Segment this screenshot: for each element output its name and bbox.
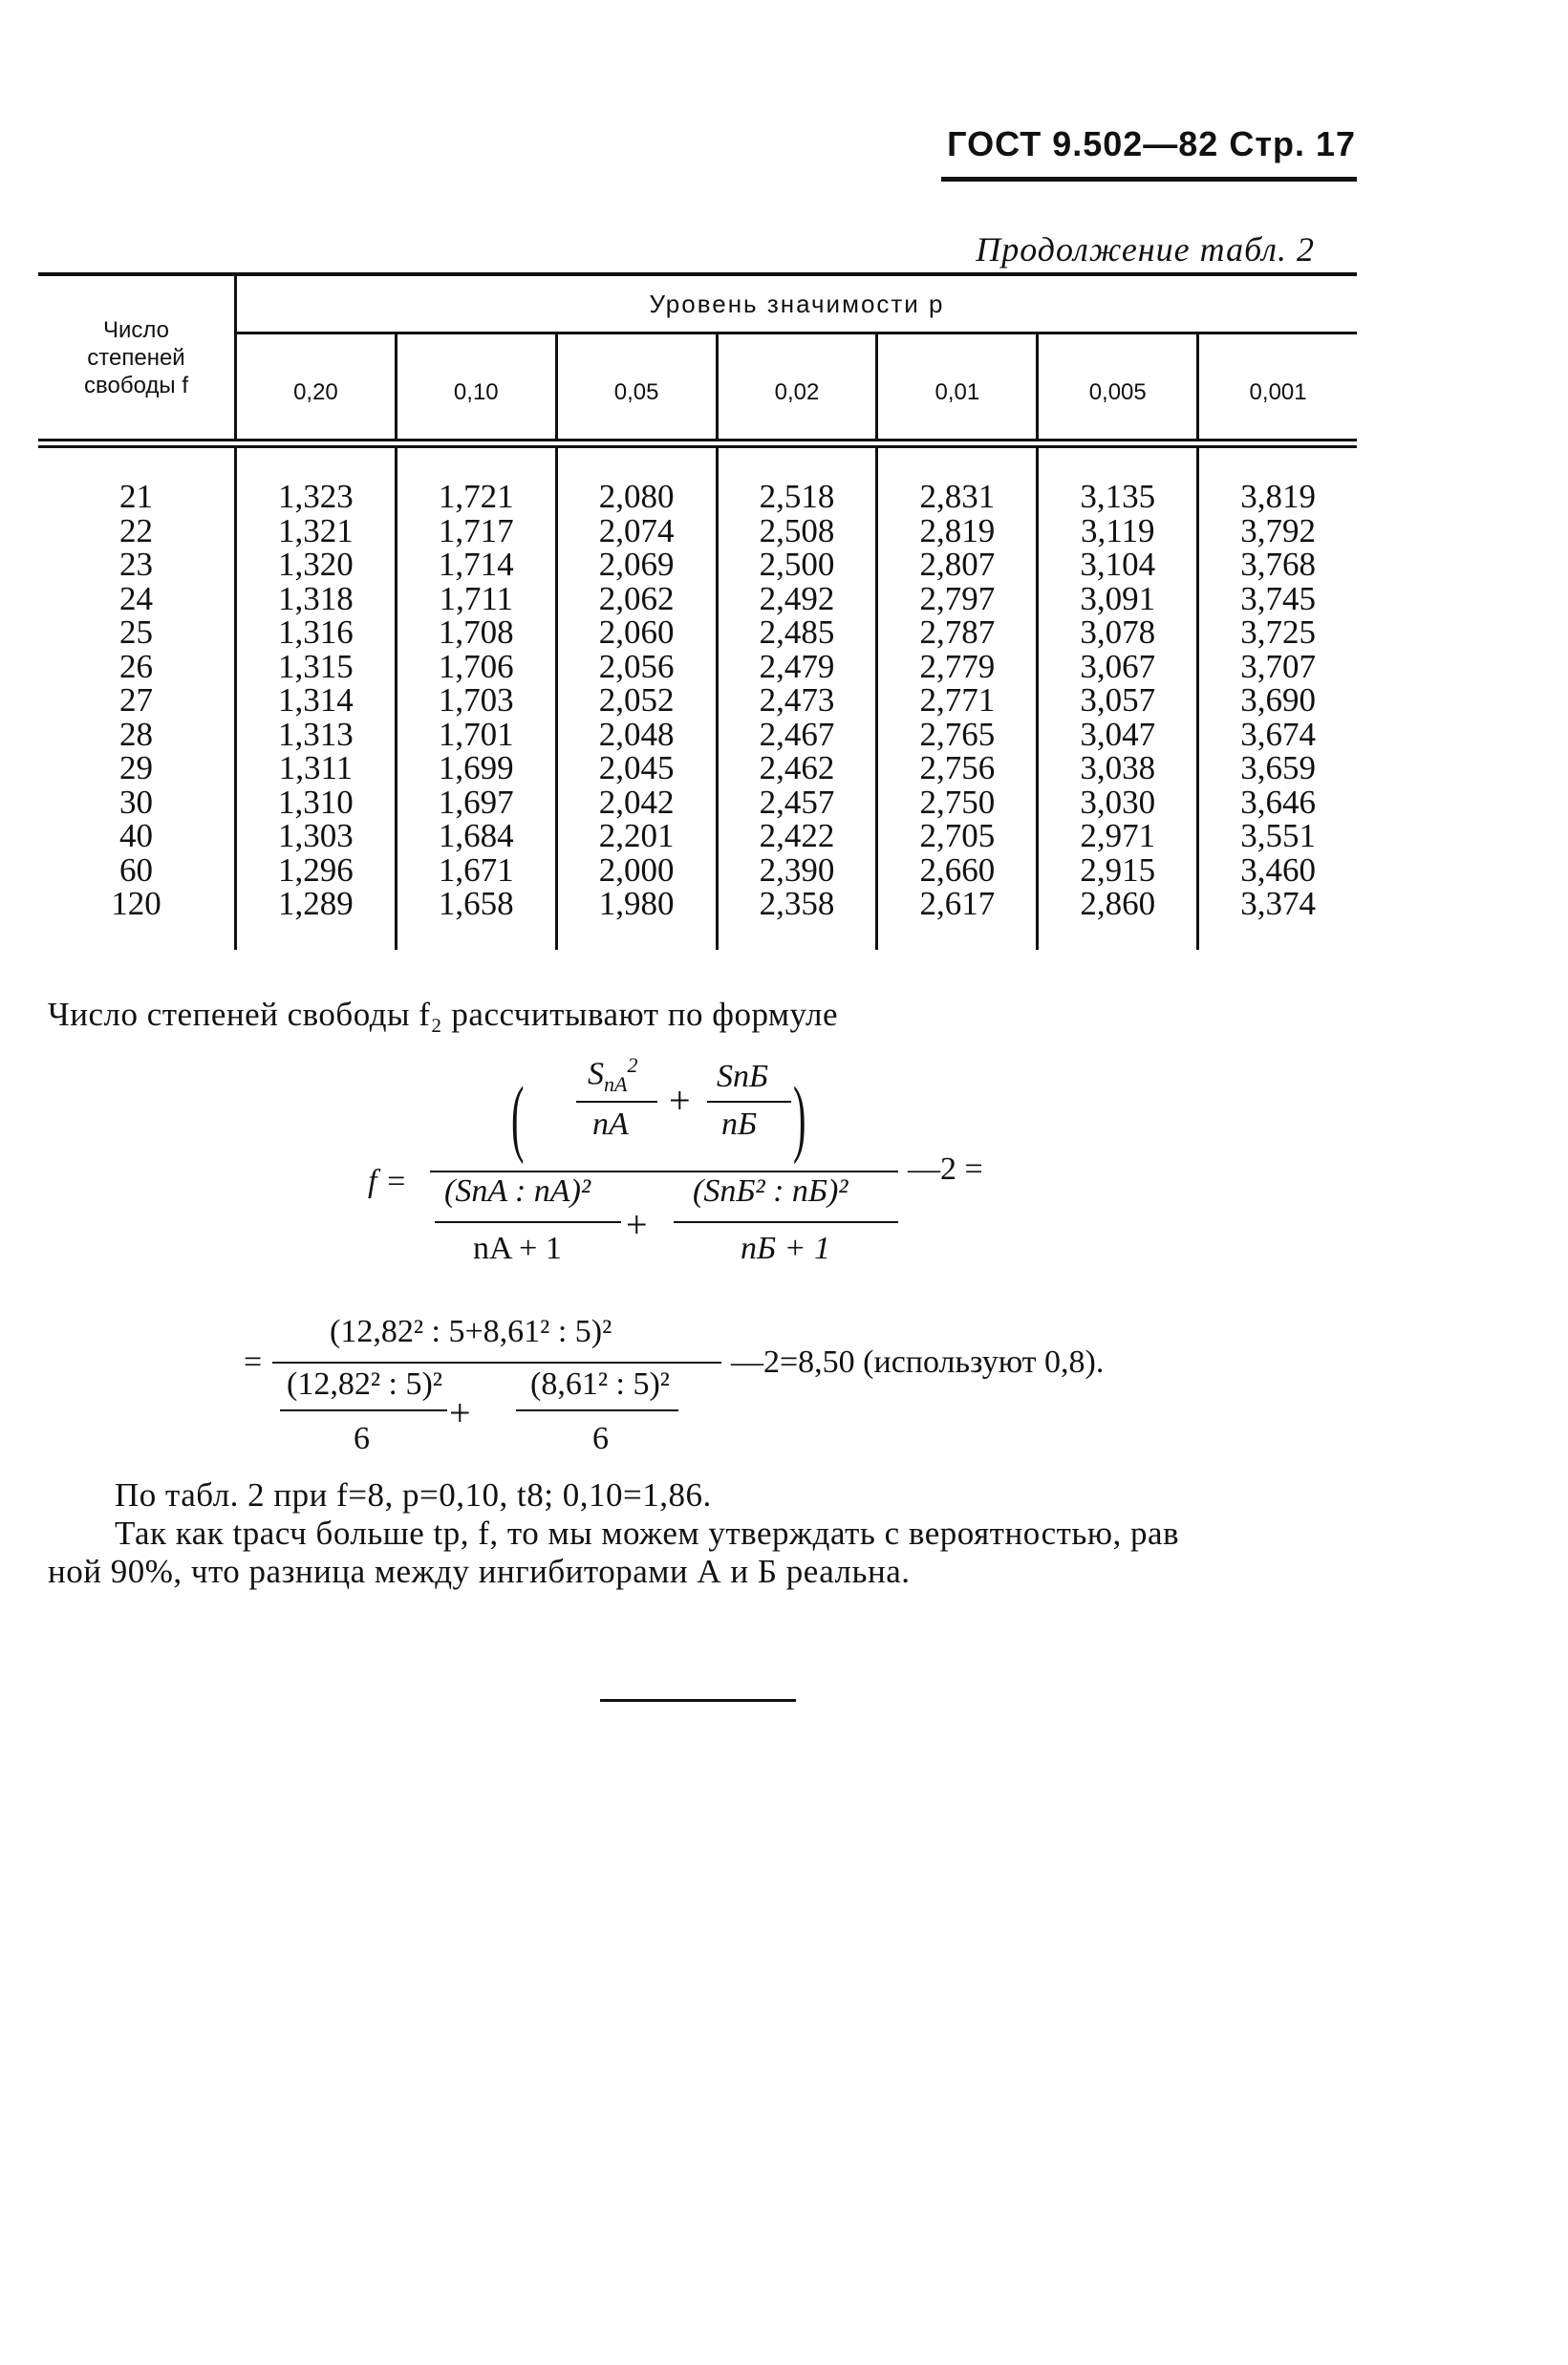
value-cell: 3,674 bbox=[1240, 715, 1316, 753]
fraction-line bbox=[707, 1101, 791, 1103]
row-header-line: Число bbox=[102, 316, 169, 343]
value-cell: 1,311 bbox=[278, 749, 354, 786]
value-cell: 2,074 bbox=[598, 511, 675, 549]
value-cell: 1,658 bbox=[438, 885, 514, 922]
numeric-tail: —2=8,50 (используют 0,8). bbox=[731, 1344, 1105, 1380]
value-cell: 3,707 bbox=[1240, 647, 1316, 685]
value-cell: 1,289 bbox=[278, 885, 354, 922]
value-cell: 2,860 bbox=[1080, 885, 1156, 922]
value-cell: 2,062 bbox=[598, 579, 675, 617]
value-cell: 3,104 bbox=[1080, 546, 1156, 583]
column-header: 0,02 bbox=[716, 334, 876, 439]
value-cell: 2,080 bbox=[598, 478, 675, 515]
main-fraction-line bbox=[430, 1171, 898, 1172]
value-cell: 2,201 bbox=[598, 817, 675, 854]
value-cell: 3,030 bbox=[1080, 783, 1156, 821]
degrees-cell: 23 bbox=[119, 546, 153, 583]
value-cell: 3,038 bbox=[1080, 749, 1156, 786]
den-b-top: (SnБ² : nБ)² bbox=[693, 1173, 848, 1209]
value-column bbox=[716, 448, 876, 950]
paragraph-conclusion-line2: ной 90%, что разница между ингибиторами А и Б реальна. bbox=[48, 1553, 911, 1590]
formula-lead: = bbox=[244, 1344, 263, 1380]
row-header-line: свободы f bbox=[84, 372, 188, 398]
value-cell: 2,457 bbox=[759, 783, 835, 821]
group-header: Уровень значимости p bbox=[649, 290, 945, 318]
formula-lhs: f = bbox=[368, 1164, 407, 1199]
fraction-line bbox=[280, 1409, 447, 1411]
value-cell: 2,056 bbox=[598, 647, 675, 685]
value-cell: 3,725 bbox=[1240, 613, 1316, 651]
main-fraction-line bbox=[272, 1362, 721, 1364]
value-cell: 3,745 bbox=[1240, 579, 1316, 617]
value-cell: 2,750 bbox=[919, 783, 996, 821]
value-cell: 1,701 bbox=[438, 715, 514, 753]
numeric-numerator: (12,82² : 5+8,61² : 5)² bbox=[330, 1314, 612, 1349]
num-a-top: $S_{nA}^2$ bbox=[588, 1053, 638, 1097]
value-cell: 2,971 bbox=[1080, 817, 1156, 854]
degrees-cell: 21 bbox=[119, 478, 153, 515]
num-b-bottom: nБ bbox=[721, 1107, 758, 1142]
degrees-cell: 40 bbox=[119, 817, 153, 854]
value-cell: 1,711 bbox=[439, 579, 514, 617]
formula-degrees-of-freedom bbox=[368, 1051, 1037, 1309]
value-cell: 2,042 bbox=[598, 783, 675, 821]
value-cell: 2,492 bbox=[759, 579, 835, 617]
value-cell: 1,313 bbox=[278, 715, 354, 753]
table-continuation-label: Продолжение табл. 2 bbox=[976, 230, 1315, 269]
value-cell: 1,684 bbox=[438, 817, 514, 854]
fraction-line bbox=[516, 1409, 678, 1411]
value-cell: 2,500 bbox=[759, 546, 835, 583]
fraction-line bbox=[576, 1101, 657, 1103]
numeric-den-b-top: (8,61² : 5)² bbox=[530, 1366, 670, 1402]
value-cell: 1,697 bbox=[438, 783, 514, 821]
value-cell: 1,721 bbox=[438, 478, 514, 515]
value-cell: 3,768 bbox=[1240, 546, 1316, 583]
value-cell: 2,756 bbox=[919, 749, 996, 786]
fraction-line bbox=[674, 1221, 898, 1223]
value-cell: 2,915 bbox=[1080, 850, 1156, 889]
num-a-bottom: nA bbox=[592, 1107, 629, 1142]
value-cell: 2,819 bbox=[919, 511, 996, 549]
end-rule bbox=[600, 1699, 796, 1702]
value-cell: 3,119 bbox=[1081, 511, 1155, 549]
value-cell: 1,703 bbox=[438, 681, 514, 719]
value-cell: 1,318 bbox=[278, 579, 354, 617]
column-header: 0,005 bbox=[1036, 334, 1196, 439]
value-cell: 3,551 bbox=[1240, 817, 1316, 854]
value-column bbox=[395, 448, 555, 950]
degrees-cell: 25 bbox=[119, 613, 153, 651]
formula-tail: —2 = bbox=[908, 1151, 983, 1187]
value-cell: 2,048 bbox=[598, 715, 675, 753]
value-column bbox=[234, 448, 395, 950]
degrees-cell: 28 bbox=[119, 715, 153, 753]
column-headers bbox=[237, 334, 1357, 439]
row-header bbox=[38, 276, 234, 439]
degrees-cell: 22 bbox=[119, 511, 153, 549]
value-cell: 2,807 bbox=[919, 546, 996, 583]
value-cell: 3,819 bbox=[1240, 478, 1316, 515]
value-column bbox=[875, 448, 1036, 950]
paragraph-conclusion-line1: Так как tрасч больше tp, f, то мы можем утверждать с вероятностью, рав bbox=[115, 1515, 1180, 1552]
value-cell: 1,323 bbox=[278, 478, 354, 515]
value-cell: 2,485 bbox=[759, 613, 835, 651]
degrees-cell: 24 bbox=[119, 579, 153, 617]
value-cell: 1,699 bbox=[438, 749, 514, 786]
value-cell: 1,314 bbox=[278, 681, 354, 719]
value-cell: 3,047 bbox=[1080, 715, 1156, 753]
column-header: 0,01 bbox=[875, 334, 1036, 439]
t-distribution-table bbox=[38, 272, 1357, 950]
paragraph-formula-intro: Число степеней свободы f₂ рассчитывают по формуле bbox=[48, 996, 839, 1033]
value-cell: 2,473 bbox=[759, 681, 835, 719]
column-header: 0,05 bbox=[555, 334, 716, 439]
value-cell: 2,508 bbox=[759, 511, 835, 549]
den-b-bottom: nБ + 1 bbox=[741, 1231, 830, 1266]
value-cell: 2,771 bbox=[919, 681, 996, 719]
degrees-cell: 26 bbox=[119, 647, 153, 685]
value-cell: 3,078 bbox=[1080, 613, 1156, 651]
value-cell: 2,617 bbox=[919, 885, 996, 922]
paragraph-table-lookup: По табл. 2 при f=8, p=0,10, t8; 0,10=1,86. bbox=[115, 1476, 712, 1514]
value-cell: 3,460 bbox=[1240, 850, 1316, 889]
den-a-top: (SnA : nA)² bbox=[444, 1173, 591, 1209]
value-cell: 1,316 bbox=[278, 613, 354, 651]
value-cell: 3,057 bbox=[1080, 681, 1156, 719]
plus-sign: + bbox=[626, 1203, 648, 1246]
value-cell: 2,779 bbox=[919, 647, 996, 685]
degrees-cell: 27 bbox=[119, 681, 153, 719]
value-cell: 2,000 bbox=[598, 850, 675, 889]
value-cell: 2,069 bbox=[598, 546, 675, 583]
value-cell: 1,671 bbox=[438, 850, 514, 889]
degrees-cell: 30 bbox=[119, 783, 153, 821]
value-cell: 3,690 bbox=[1240, 681, 1316, 719]
value-cell: 2,462 bbox=[759, 749, 835, 786]
numeric-den-a-top: (12,82² : 5)² bbox=[287, 1366, 442, 1402]
degrees-cell: 60 bbox=[119, 850, 153, 889]
value-cell: 1,980 bbox=[598, 885, 675, 922]
degrees-cell: 120 bbox=[111, 885, 161, 922]
value-cell: 2,705 bbox=[919, 817, 996, 854]
page-header: ГОСТ 9.502—82 Стр. 17 bbox=[947, 124, 1356, 163]
value-cell: 3,792 bbox=[1240, 511, 1316, 549]
value-cell: 2,060 bbox=[598, 613, 675, 651]
value-cell: 2,422 bbox=[759, 817, 835, 854]
plus-sign: + bbox=[669, 1079, 691, 1122]
numeric-den-b-bottom: 6 bbox=[592, 1421, 609, 1456]
column-header: 0,001 bbox=[1196, 334, 1357, 439]
value-cell: 1,320 bbox=[278, 546, 354, 583]
value-cell: 2,831 bbox=[919, 478, 996, 515]
header-rule bbox=[941, 177, 1357, 182]
table-body bbox=[38, 448, 1357, 950]
value-cell: 2,045 bbox=[598, 749, 675, 786]
value-cell: 2,467 bbox=[759, 715, 835, 753]
fraction-line bbox=[435, 1221, 621, 1223]
value-cell: 2,479 bbox=[759, 647, 835, 685]
value-cell: 2,052 bbox=[598, 681, 675, 719]
value-cell: 3,067 bbox=[1080, 647, 1156, 685]
den-a-bottom: nA + 1 bbox=[473, 1231, 562, 1266]
value-cell: 1,315 bbox=[278, 647, 354, 685]
value-cell: 2,358 bbox=[759, 885, 835, 922]
value-cell: 2,518 bbox=[759, 478, 835, 515]
value-column bbox=[1036, 448, 1196, 950]
column-header: 0,10 bbox=[395, 334, 555, 439]
column-header: 0,20 bbox=[293, 378, 338, 405]
value-cell: 3,374 bbox=[1240, 885, 1316, 922]
value-cell: 2,797 bbox=[919, 579, 996, 617]
value-cell: 3,646 bbox=[1240, 783, 1316, 821]
plus-sign: + bbox=[449, 1391, 471, 1434]
value-cell: 2,765 bbox=[919, 715, 996, 753]
value-cell: 1,321 bbox=[278, 511, 354, 549]
degrees-cell: 29 bbox=[119, 749, 153, 786]
paren-right: ) bbox=[793, 1070, 806, 1165]
header-double-rule bbox=[38, 439, 1357, 448]
numeric-den-a-bottom: 6 bbox=[354, 1421, 370, 1456]
paren-left: ( bbox=[511, 1070, 525, 1165]
value-cell: 1,708 bbox=[438, 613, 514, 651]
value-cell: 1,714 bbox=[438, 546, 514, 583]
row-header-line: степеней bbox=[87, 344, 185, 371]
value-cell: 2,660 bbox=[919, 850, 996, 889]
value-cell: 1,303 bbox=[278, 817, 354, 854]
degrees-column bbox=[38, 448, 234, 950]
value-column bbox=[555, 448, 716, 950]
value-cell: 1,717 bbox=[438, 511, 514, 549]
value-cell: 3,135 bbox=[1080, 478, 1156, 515]
value-column bbox=[1196, 448, 1357, 950]
table-header bbox=[38, 276, 1357, 439]
value-cell: 2,787 bbox=[919, 613, 996, 651]
value-cell: 1,706 bbox=[438, 647, 514, 685]
value-cell: 1,310 bbox=[278, 783, 354, 821]
value-cell: 2,390 bbox=[759, 850, 835, 889]
value-cell: 3,091 bbox=[1080, 579, 1156, 617]
num-b-top: SnБ bbox=[717, 1059, 769, 1094]
value-cell: 1,296 bbox=[278, 850, 354, 889]
value-cell: 3,659 bbox=[1240, 749, 1316, 786]
formula-numeric bbox=[244, 1314, 1247, 1476]
